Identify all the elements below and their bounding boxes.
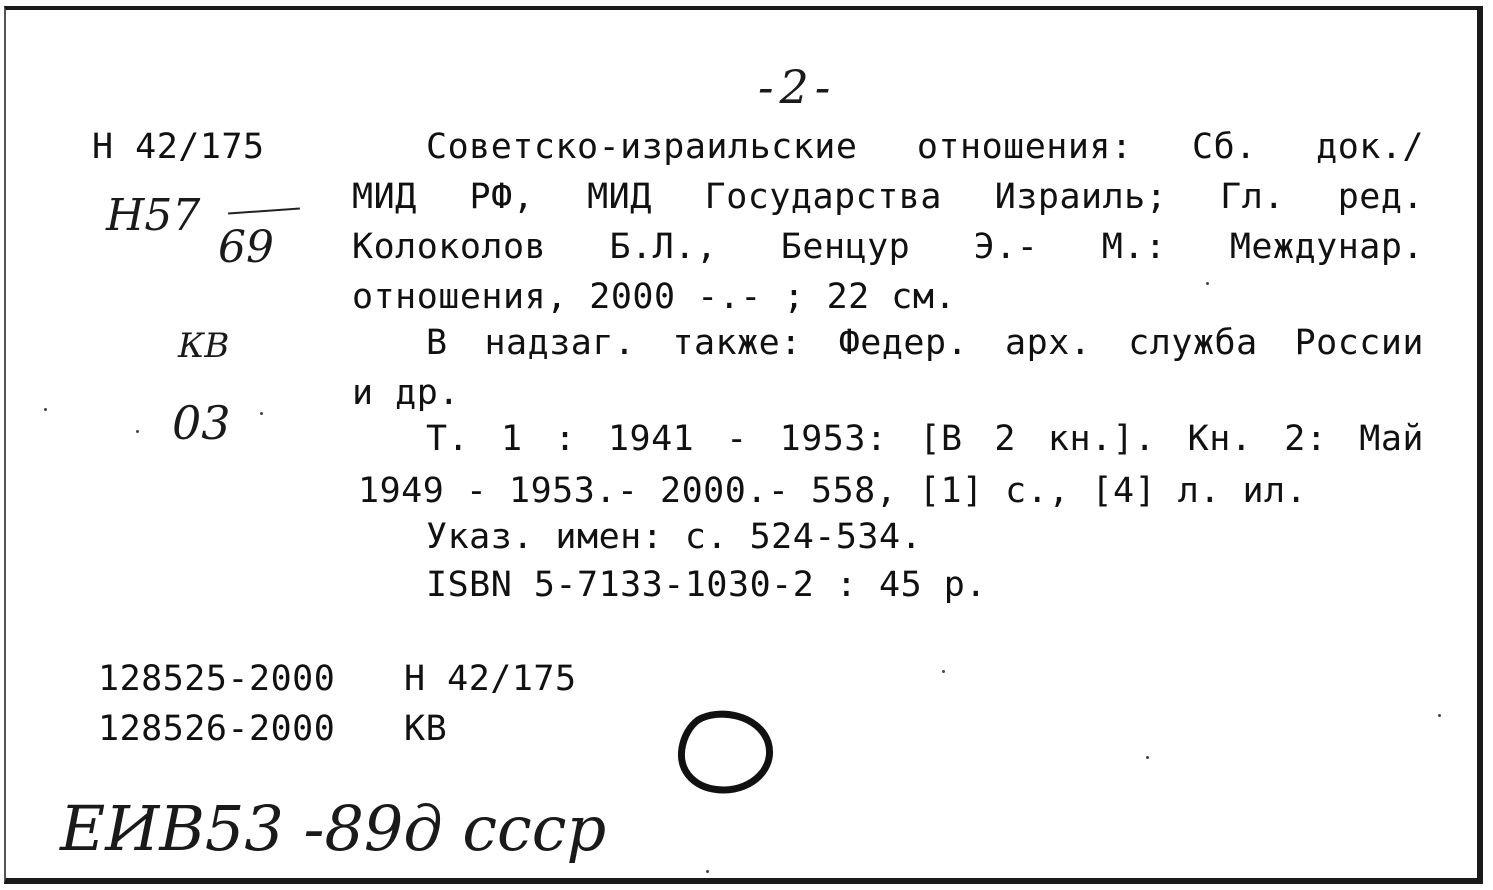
volume-line-2: 1949 - 1953.- 2000.- 558, [1] с., [4] л. ил. — [358, 471, 1308, 511]
catalog-card — [4, 6, 1483, 884]
title-line-1: Советско-израильские отношения: Сб. док./ — [426, 127, 1424, 167]
isbn-price: ISBN 5-7133-1030-2 : 45 р. — [426, 565, 987, 605]
inventory-number: 128526-2000 — [98, 709, 336, 749]
title-line-3: Колоколов Б.Л., Бенцур Э.- М.: Междунар. — [352, 227, 1424, 267]
scan-speck — [1146, 756, 1149, 759]
scan-speck — [260, 412, 263, 415]
inventory-location: КВ — [404, 709, 448, 749]
title-line-2: МИД РФ, МИД Государства Израиль; Гл. ред. — [352, 177, 1424, 217]
hand-drawn-circle-mark — [668, 706, 778, 798]
handwritten-kv: КВ — [178, 326, 230, 366]
inventory-location: Н 42/175 — [404, 659, 577, 699]
scan-speck — [44, 408, 47, 411]
title-last-line: отношения, 2000 -.- ; 22 см. — [352, 277, 957, 317]
inventory-number: 128525-2000 — [98, 659, 336, 699]
handwritten-code-line — [228, 207, 300, 214]
volume-line-1: Т. 1 : 1941 - 1953: [В 2 кн.]. Кн. 2: Май — [426, 419, 1424, 459]
page-number: -2- — [758, 60, 837, 114]
scan-speck — [706, 870, 709, 873]
index-note: Указ. имен: с. 524-534. — [426, 517, 923, 557]
scan-speck — [136, 430, 139, 433]
scan-speck — [1438, 714, 1441, 717]
handwritten-year: 03 — [172, 396, 231, 450]
scan-speck — [1206, 282, 1209, 285]
note-line-2: и др. — [352, 373, 460, 413]
note-line-1: В надзаг. также: Федер. арх. служба России — [426, 323, 1424, 363]
scan-speck — [942, 670, 945, 673]
handwritten-code: Н57 — [106, 190, 201, 241]
shelf-mark: Н 42/175 — [92, 127, 265, 167]
handwritten-footer: ЕИВ53 -89д ссср — [60, 792, 607, 865]
handwritten-code-sub: 69 — [218, 222, 274, 273]
